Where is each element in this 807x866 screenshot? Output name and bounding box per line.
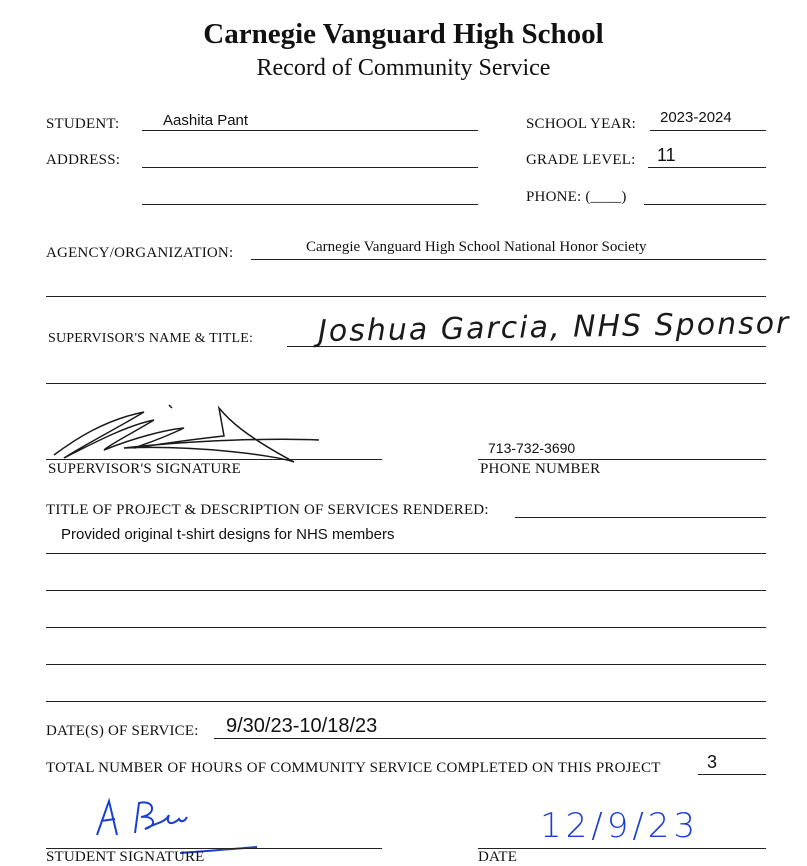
phone-number-label: PHONE NUMBER — [480, 461, 601, 477]
address-line-2[interactable] — [142, 204, 478, 205]
agency-line — [251, 259, 766, 260]
school-year-label: SCHOOL YEAR: — [526, 116, 637, 132]
student-line — [142, 130, 478, 131]
grade-level-value[interactable]: 11 — [657, 145, 676, 165]
project-line-2[interactable] — [46, 590, 766, 591]
project-line-4[interactable] — [46, 664, 766, 665]
agency-value[interactable]: Carnegie Vanguard High School National Honor Society — [306, 239, 647, 255]
address-label: ADDRESS: — [46, 152, 121, 168]
dates-line — [214, 738, 766, 739]
student-label: STUDENT: — [46, 116, 120, 132]
school-name: Carnegie Vanguard High School — [203, 18, 604, 50]
phone-line[interactable] — [644, 204, 766, 205]
grade-level-label: GRADE LEVEL: — [526, 152, 636, 168]
supervisor-signature-line[interactable] — [46, 459, 382, 460]
dates-label: DATE(S) OF SERVICE: — [46, 723, 199, 739]
student-signature-label: STUDENT SIGNATURE — [46, 849, 205, 865]
signed-date-handwritten[interactable]: 12/9/23 — [540, 806, 700, 846]
project-title-line[interactable] — [515, 517, 766, 518]
supervisor-name-handwritten[interactable]: Joshua Garcia, NHS Sponsor — [317, 305, 791, 350]
total-hours-label: TOTAL NUMBER OF HOURS OF COMMUNITY SERVICE COMPLETED ON THIS PROJECT — [46, 760, 661, 776]
form-title: Record of Community Service — [256, 55, 551, 81]
supervisor-line-2[interactable] — [46, 383, 766, 384]
supervisor-phone-line — [478, 459, 766, 460]
agency-label: AGENCY/ORGANIZATION: — [46, 245, 234, 261]
project-line-5[interactable] — [46, 701, 766, 702]
project-label: TITLE OF PROJECT & DESCRIPTION OF SERVICES RENDERED: — [46, 502, 489, 518]
student-signature-scribble — [95, 795, 265, 855]
supervisor-name-label: SUPERVISOR'S NAME & TITLE: — [48, 331, 254, 346]
project-description-value[interactable]: Provided original t-shirt designs for NHS members — [61, 526, 395, 543]
supervisor-phone-value[interactable]: 713-732-3690 — [488, 440, 576, 456]
school-year-value[interactable]: 2023-2024 — [660, 109, 732, 126]
student-value[interactable]: Aashita Pant — [163, 112, 249, 129]
project-line-3[interactable] — [46, 627, 766, 628]
phone-label: PHONE: (____) — [526, 189, 627, 205]
total-hours-line — [698, 774, 766, 775]
grade-level-line — [648, 167, 766, 168]
dates-value[interactable]: 9/30/23-10/18/23 — [226, 715, 378, 737]
agency-line-2[interactable] — [46, 296, 766, 297]
project-line-1 — [46, 553, 766, 554]
supervisor-signature-label: SUPERVISOR'S SIGNATURE — [48, 461, 242, 477]
total-hours-value[interactable]: 3 — [707, 752, 718, 772]
date-line — [478, 848, 766, 849]
address-line-1[interactable] — [142, 167, 478, 168]
date-label: DATE — [478, 849, 518, 865]
school-year-line — [650, 130, 766, 131]
